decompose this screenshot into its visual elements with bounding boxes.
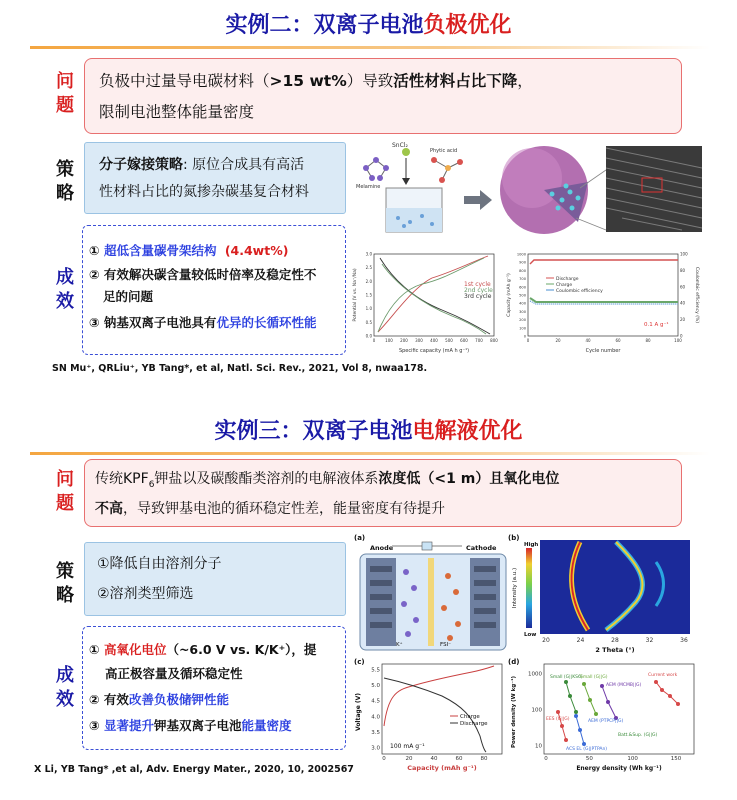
dataset-label: EES (G||G) bbox=[546, 717, 570, 722]
tag-char: 略 bbox=[56, 183, 74, 204]
tick-label: 60 bbox=[615, 338, 621, 343]
strategy-item: ②溶剂类型筛选 bbox=[97, 586, 194, 602]
problem-bold: >15 wt% bbox=[269, 72, 347, 90]
tick-label: 4.5 bbox=[371, 698, 380, 705]
legend-label: Charge bbox=[460, 714, 480, 720]
strategy-box bbox=[84, 142, 346, 214]
tick-label: 0 bbox=[526, 338, 530, 343]
tag-char: 题 bbox=[56, 493, 74, 514]
tick-label: 400 bbox=[430, 338, 438, 343]
problem-text: 钾盐以及碳酸酯类溶剂的电解液体系 bbox=[154, 471, 379, 487]
tick-label: 0 bbox=[523, 334, 526, 339]
tag-char: 成 bbox=[56, 665, 74, 686]
reference-citation: X Li, YB Tang* ,et al, Adv. Energy Mater., 2020, 10, 2002567 bbox=[34, 764, 354, 775]
charge-discharge-chart bbox=[352, 656, 510, 772]
tick-label: 4.0 bbox=[371, 714, 380, 721]
strategy-item: ①降低自由溶剂分子 bbox=[97, 556, 222, 572]
panel-letter: (b) bbox=[508, 534, 520, 542]
x-axis-label: Cycle number bbox=[585, 348, 621, 354]
effect-num: ③ bbox=[89, 718, 104, 733]
tick-label: 2.5 bbox=[365, 265, 372, 271]
tick-label: 300 bbox=[519, 309, 526, 314]
tag-char: 策 bbox=[56, 561, 74, 582]
current-rate-label: 100 mA g⁻¹ bbox=[390, 743, 425, 750]
problem-text: ， bbox=[517, 72, 533, 90]
problem-text: ）导致 bbox=[346, 72, 394, 90]
tick-label: 5.5 bbox=[371, 667, 380, 674]
tick-label: 1.0 bbox=[365, 306, 372, 312]
dataset-label: Batt.&Sup. (G||G) bbox=[618, 733, 658, 738]
tick-label: 60 bbox=[680, 284, 686, 290]
y-axis-label-left: Capacity (mAh g⁻¹) bbox=[507, 273, 512, 317]
tick-label: 100 bbox=[627, 756, 638, 762]
problem-tag bbox=[52, 468, 78, 516]
effect-text: 足的问题 bbox=[103, 289, 154, 304]
effect-highlight: 优异的长循环性能 bbox=[216, 315, 317, 330]
tick-label: 100 bbox=[519, 326, 526, 331]
synthesis-scheme-figure bbox=[352, 138, 732, 238]
colorbar-high: High bbox=[524, 542, 539, 548]
colorbar-low: Low bbox=[524, 632, 537, 638]
tick-label: 0 bbox=[382, 756, 386, 762]
legend-label: 3rd cycle bbox=[464, 293, 492, 300]
tick-label: 40 bbox=[430, 756, 438, 762]
anion-label: FSI⁻ bbox=[440, 642, 452, 648]
tick-label: 800 bbox=[490, 338, 498, 343]
section2-title bbox=[0, 414, 737, 445]
tick-label: 20 bbox=[542, 637, 550, 644]
tick-label: 500 bbox=[519, 293, 526, 298]
dataset-label: AEM (MCMB||G) bbox=[606, 683, 642, 688]
tick-label: 100 bbox=[680, 251, 688, 257]
scheme-label: SnCl₂ bbox=[392, 142, 408, 149]
panel-letter: (d) bbox=[508, 658, 520, 666]
cathode-label: Cathode bbox=[466, 544, 497, 552]
effect-num: ① bbox=[89, 642, 104, 657]
legend-label: Charge bbox=[556, 283, 573, 288]
scheme-label: Melamine bbox=[356, 184, 381, 190]
tick-label: 32 bbox=[645, 637, 654, 644]
tick-label: 300 bbox=[415, 338, 423, 343]
effect-text: ③ 钠基双离子电池具有 bbox=[89, 315, 217, 330]
x-axis-label: Capacity (mAh g⁻¹) bbox=[407, 764, 477, 772]
title-highlight: 负极优化 bbox=[423, 13, 512, 38]
cation-label: K⁺ bbox=[396, 642, 403, 648]
panel-letter: (c) bbox=[354, 658, 365, 666]
tag-char: 效 bbox=[56, 689, 74, 710]
effect-highlight: 改善负极储钾性能 bbox=[128, 692, 229, 707]
anode-label: Anode bbox=[370, 544, 394, 552]
tick-label: 36 bbox=[680, 637, 688, 644]
problem-text-line2: 限制电池整体能量密度 bbox=[99, 103, 255, 121]
legend-label: Discharge bbox=[460, 721, 488, 727]
effect-tag bbox=[52, 664, 78, 712]
tick-label: 20 bbox=[405, 756, 413, 762]
problem-text: ，导致钾基电池的循环稳定性差，能量密度有待提升 bbox=[123, 501, 445, 517]
problem-text: 负极中过量导电碳材料（ bbox=[99, 72, 270, 90]
dataset-label: ACS EL (G||PTPAn) bbox=[566, 747, 608, 752]
tick-label: 0 bbox=[680, 333, 683, 339]
tick-label: 1000 bbox=[516, 252, 526, 257]
subscript: 6 bbox=[148, 479, 155, 490]
problem-bold: 活性材料占比下降 bbox=[393, 72, 518, 90]
strategy-tag bbox=[52, 560, 78, 608]
dataset-label: Small (G||KS6) bbox=[550, 675, 583, 680]
effect-highlight: 超低含量碳骨架结构 bbox=[103, 243, 217, 258]
tick-label: 600 bbox=[519, 285, 526, 290]
tick-label: 80 bbox=[680, 267, 686, 273]
effect-box bbox=[82, 225, 346, 355]
y-axis-label: Potential (V vs. Na⁺/Na) bbox=[353, 268, 358, 322]
tag-char: 成 bbox=[56, 267, 74, 288]
effect-num: ① bbox=[89, 243, 100, 258]
effect-text: ② 有效 bbox=[89, 692, 129, 707]
effect-text: 高正极容量及循环稳定性 bbox=[105, 666, 243, 681]
tag-char: 问 bbox=[56, 469, 74, 490]
tick-label: 900 bbox=[519, 260, 526, 265]
dataset-label: Small (G||G) bbox=[580, 675, 608, 680]
dataset-label: Current work bbox=[648, 673, 678, 678]
tick-label: 0.0 bbox=[365, 333, 372, 339]
xrd-heatmap-figure bbox=[506, 532, 702, 656]
effect-text: ② 有效解决碳含量较低时倍率及稳定性不 bbox=[89, 267, 317, 282]
x-axis-label: Specific capacity (mA h g⁻¹) bbox=[398, 348, 470, 354]
tick-label: 1000 bbox=[528, 671, 542, 678]
tick-label: 700 bbox=[519, 277, 526, 282]
tick-label: 40 bbox=[680, 300, 686, 306]
problem-text: 传统KPF bbox=[95, 471, 149, 487]
tick-label: 40 bbox=[585, 338, 591, 343]
tick-label: 50 bbox=[585, 756, 593, 762]
strategy-tag bbox=[52, 158, 78, 206]
title-highlight: 电解液优化 bbox=[412, 419, 523, 444]
title-underline bbox=[30, 452, 710, 455]
x-axis-label: 2 Theta (°) bbox=[595, 646, 635, 654]
strategy-bold: 分子嫁接策略 bbox=[99, 157, 183, 173]
legend-label: 2nd cycle bbox=[464, 287, 493, 294]
strategy-text: : 原位合成具有高活 bbox=[183, 157, 305, 173]
tick-label: 28 bbox=[611, 637, 619, 644]
effect-text: 钾基双离子电池 bbox=[153, 718, 242, 733]
tag-char: 略 bbox=[56, 585, 74, 606]
effect-highlight: 高氧化电位 bbox=[103, 642, 167, 657]
tick-label: 0.5 bbox=[365, 319, 372, 325]
panel-letter: (a) bbox=[354, 534, 366, 542]
battery-schematic-figure bbox=[352, 532, 510, 656]
tick-label: 20 bbox=[555, 338, 561, 343]
tick-label: 500 bbox=[445, 338, 453, 343]
dataset-label: AEM (PTPCP||G) bbox=[588, 719, 624, 724]
tick-label: 3.0 bbox=[365, 251, 372, 257]
strategy-text-line2: 性材料占比的氮掺杂碳基复合材料 bbox=[99, 184, 309, 200]
strategy-box bbox=[84, 542, 346, 616]
y-axis-label: Power density (W kg⁻¹) bbox=[511, 675, 517, 749]
problem-bold: 不高 bbox=[95, 501, 123, 517]
effect-box bbox=[82, 626, 346, 750]
ragone-plot bbox=[506, 656, 702, 772]
x-axis-label: Energy density (Wh kg⁻¹) bbox=[576, 765, 662, 772]
tag-char: 问 bbox=[56, 71, 74, 92]
tick-label: 80 bbox=[645, 338, 651, 343]
problem-box bbox=[84, 459, 682, 527]
tick-label: 100 bbox=[674, 338, 682, 343]
tick-label: 20 bbox=[680, 317, 686, 323]
tick-label: 5.0 bbox=[371, 683, 380, 690]
tick-label: 24 bbox=[576, 637, 585, 644]
legend-label: Coulombic efficiency bbox=[556, 289, 603, 294]
effect-value: (4.4wt%) bbox=[224, 243, 289, 258]
tick-label: 0 bbox=[544, 756, 548, 762]
effect-highlight: 能量密度 bbox=[241, 718, 292, 733]
tag-char: 策 bbox=[56, 159, 74, 180]
legend-label: 1st cycle bbox=[464, 281, 491, 288]
effect-highlight: 显著提升 bbox=[103, 718, 154, 733]
tick-label: 150 bbox=[670, 756, 682, 762]
tick-label: 800 bbox=[519, 268, 526, 273]
voltage-capacity-chart bbox=[352, 248, 500, 360]
reference-citation: SN Mu⁺, QRLiu⁺, YB Tang*, et al, Natl. Sci. Rev., 2021, Vol 8, nwaa178. bbox=[52, 363, 428, 374]
scheme-label: Phytic acid bbox=[430, 148, 458, 154]
legend-label: Discharge bbox=[556, 277, 579, 282]
problem-box bbox=[84, 58, 682, 134]
tick-label: 600 bbox=[460, 338, 468, 343]
tick-label: 60 bbox=[455, 756, 463, 762]
problem-tag bbox=[52, 70, 78, 118]
tick-label: 200 bbox=[519, 318, 526, 323]
tag-char: 题 bbox=[56, 95, 74, 116]
tick-label: 200 bbox=[400, 338, 408, 343]
tick-label: 100 bbox=[531, 707, 542, 714]
cycling-performance-chart bbox=[506, 248, 702, 360]
section1-title bbox=[0, 8, 737, 39]
tick-label: 1.5 bbox=[365, 292, 372, 298]
y-axis-label: Intensity (a.u.) bbox=[512, 567, 518, 609]
problem-bold: 浓度低（<1 m）且氧化电位 bbox=[378, 471, 560, 487]
title-underline bbox=[30, 46, 710, 49]
tick-label: 100 bbox=[385, 338, 393, 343]
tick-label: 10 bbox=[535, 743, 542, 750]
tag-char: 效 bbox=[56, 291, 74, 312]
y-axis-label-right: Coulombic efficiency (%) bbox=[694, 267, 699, 323]
y-axis-label: Voltage (V) bbox=[355, 693, 362, 731]
effect-tag bbox=[52, 266, 78, 314]
tick-label: 400 bbox=[519, 301, 526, 306]
tick-label: 3.0 bbox=[371, 745, 380, 752]
effect-text: （~6.0 V vs. K/K⁺），提 bbox=[166, 642, 317, 657]
title-part: 实例三：双离子电池 bbox=[214, 419, 413, 444]
tick-label: 2.0 bbox=[365, 278, 372, 284]
current-rate-label: 0.1 A g⁻¹ bbox=[644, 322, 669, 328]
tick-label: 3.5 bbox=[371, 729, 380, 736]
tick-label: 0 bbox=[372, 338, 376, 343]
tick-label: 80 bbox=[480, 756, 488, 762]
tick-label: 700 bbox=[475, 338, 483, 343]
title-part: 实例二：双离子电池 bbox=[225, 13, 424, 38]
